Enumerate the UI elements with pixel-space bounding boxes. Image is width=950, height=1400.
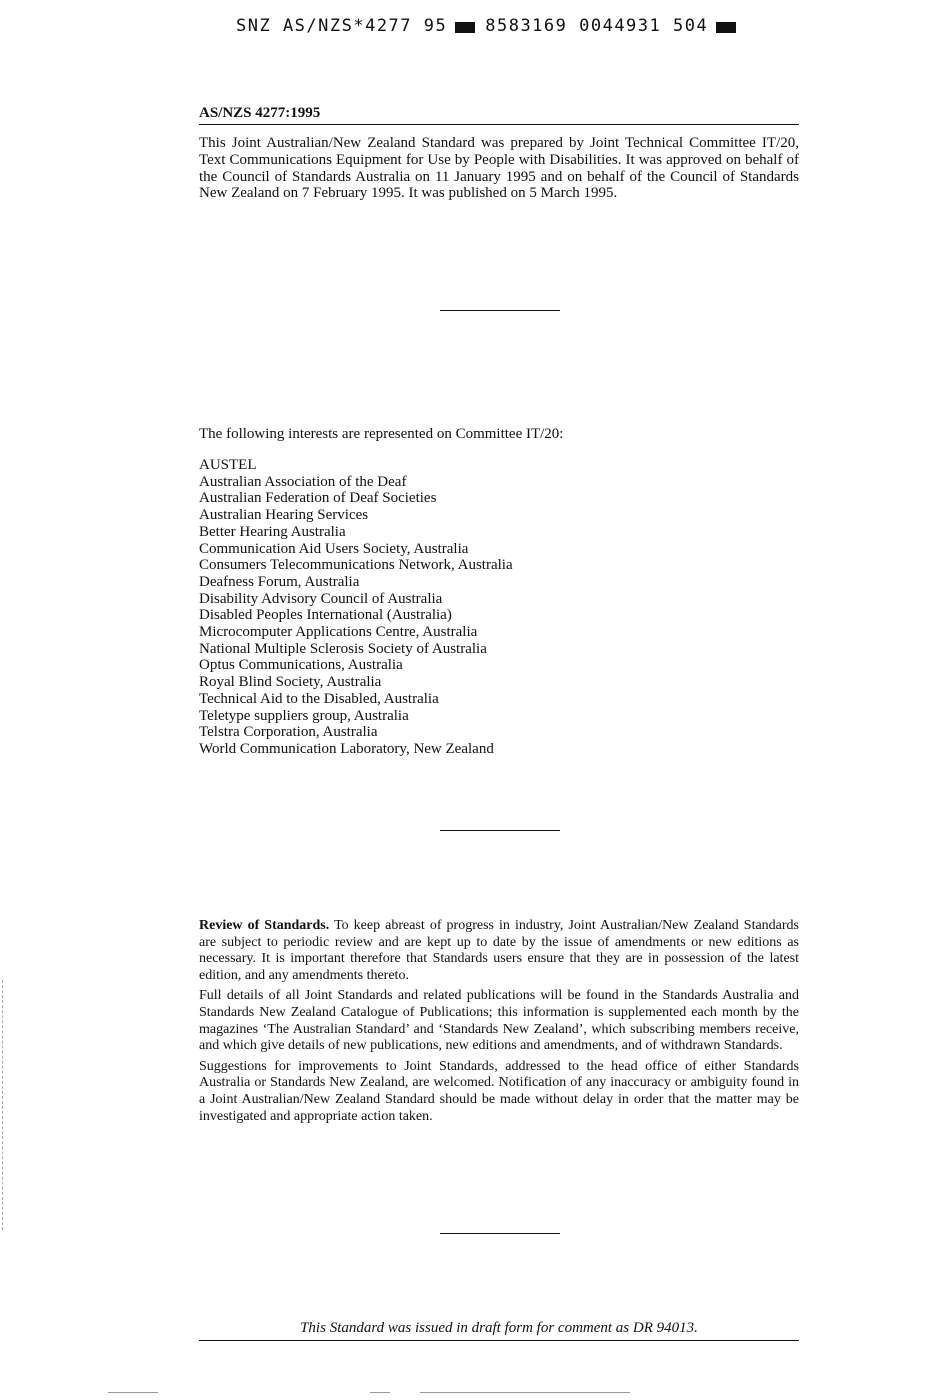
committee-member: National Multiple Sclerosis Society of Australia — [199, 640, 487, 657]
committee-member: World Communication Laboratory, New Zealand — [199, 740, 494, 757]
review-heading: Review of Standards. — [199, 918, 330, 933]
committee-member: Royal Blind Society, Australia — [199, 674, 382, 691]
draft-footer-note: This Standard was issued in draft form for comment as DR 94013. — [199, 1320, 799, 1341]
committee-member: Teletype suppliers group, Australia — [199, 707, 409, 724]
standard-number-heading: AS/NZS 4277:1995 — [199, 105, 799, 125]
committee-member: Disabled Peoples International (Australia) — [199, 607, 452, 624]
section-divider — [440, 830, 560, 831]
black-bar-mark — [455, 22, 475, 33]
review-of-standards-section — [199, 918, 799, 1129]
committee-member: Microcomputer Applications Centre, Australia — [199, 624, 478, 641]
committee-member: Australian Federation of Deaf Societies — [199, 490, 437, 507]
committee-member: Telstra Corporation, Australia — [199, 724, 378, 741]
catalogue-code-part1: SNZ AS/NZS*4277 95 — [236, 16, 448, 36]
preparation-paragraph: This Joint Australian/New Zealand Standard was prepared by Joint Technical Committee IT/20, Text Communications Equipment for Use by People with Disabilities. It was approved on behalf of the Council of Standards Australia on 11 January 1995 and on behalf of the Council of Standards New Zealand on 7 February 1995. It was published on 5 March 1995. — [199, 135, 799, 202]
committee-member-list — [199, 457, 513, 758]
committee-member: Australian Association of the Deaf — [199, 473, 407, 490]
section-divider — [440, 1233, 560, 1234]
review-paragraph-2: Full details of all Joint Standards and related publications will be found in the Standards Australia and Standards New Zealand Catalogue of Publications; this information is supplemented each month by the magazines ‘The Australian Standard’ and ‘Standards New Zealand’, which subscribing members receive, and which give details of new publications, new editions and amendments, and of withdrawn Standards. — [199, 988, 799, 1054]
committee-member: Better Hearing Australia — [199, 523, 346, 540]
scan-artifact-line — [420, 1392, 630, 1393]
catalogue-code-part2: 8583169 0044931 504 — [485, 16, 709, 36]
committee-member: Australian Hearing Services — [199, 507, 369, 524]
committee-member: Technical Aid to the Disabled, Australia — [199, 690, 439, 707]
catalogue-code-header — [236, 16, 746, 36]
scan-artifact-line — [2, 980, 3, 1230]
review-paragraph-1-text: To keep abreast of progress in industry, Joint Australian/New Zealand Standards are subject to periodic review and are kept up to date by the issue of amendments or new editions as necessary. It is important therefore that Standards users ensure that they are in possession of the latest edition, and any amendments thereto. — [199, 918, 799, 983]
section-divider — [440, 310, 560, 311]
committee-member: AUSTEL — [199, 457, 257, 473]
review-paragraph-3: Suggestions for improvements to Joint Standards, addressed to the head office of either Standards Australia or Standards New Zealand, are welcomed. Notification of any inaccuracy or ambiguity found in a Joint Australian/New Zealand Standard should be made without delay in order that the matter may be investigated and appropriate action taken. — [199, 1058, 799, 1124]
black-bar-mark — [716, 22, 736, 33]
committee-member: Consumers Telecommunications Network, Australia — [199, 557, 513, 574]
scan-artifact-line — [370, 1392, 390, 1393]
committee-member: Disability Advisory Council of Australia — [199, 590, 443, 607]
review-paragraph-1 — [199, 918, 799, 984]
scan-artifact-line — [108, 1392, 158, 1393]
committee-member: Optus Communications, Australia — [199, 657, 403, 674]
committee-member: Communication Aid Users Society, Australia — [199, 540, 469, 557]
committee-intro: The following interests are represented on Committee IT/20: — [199, 426, 564, 442]
committee-member: Deafness Forum, Australia — [199, 573, 360, 590]
